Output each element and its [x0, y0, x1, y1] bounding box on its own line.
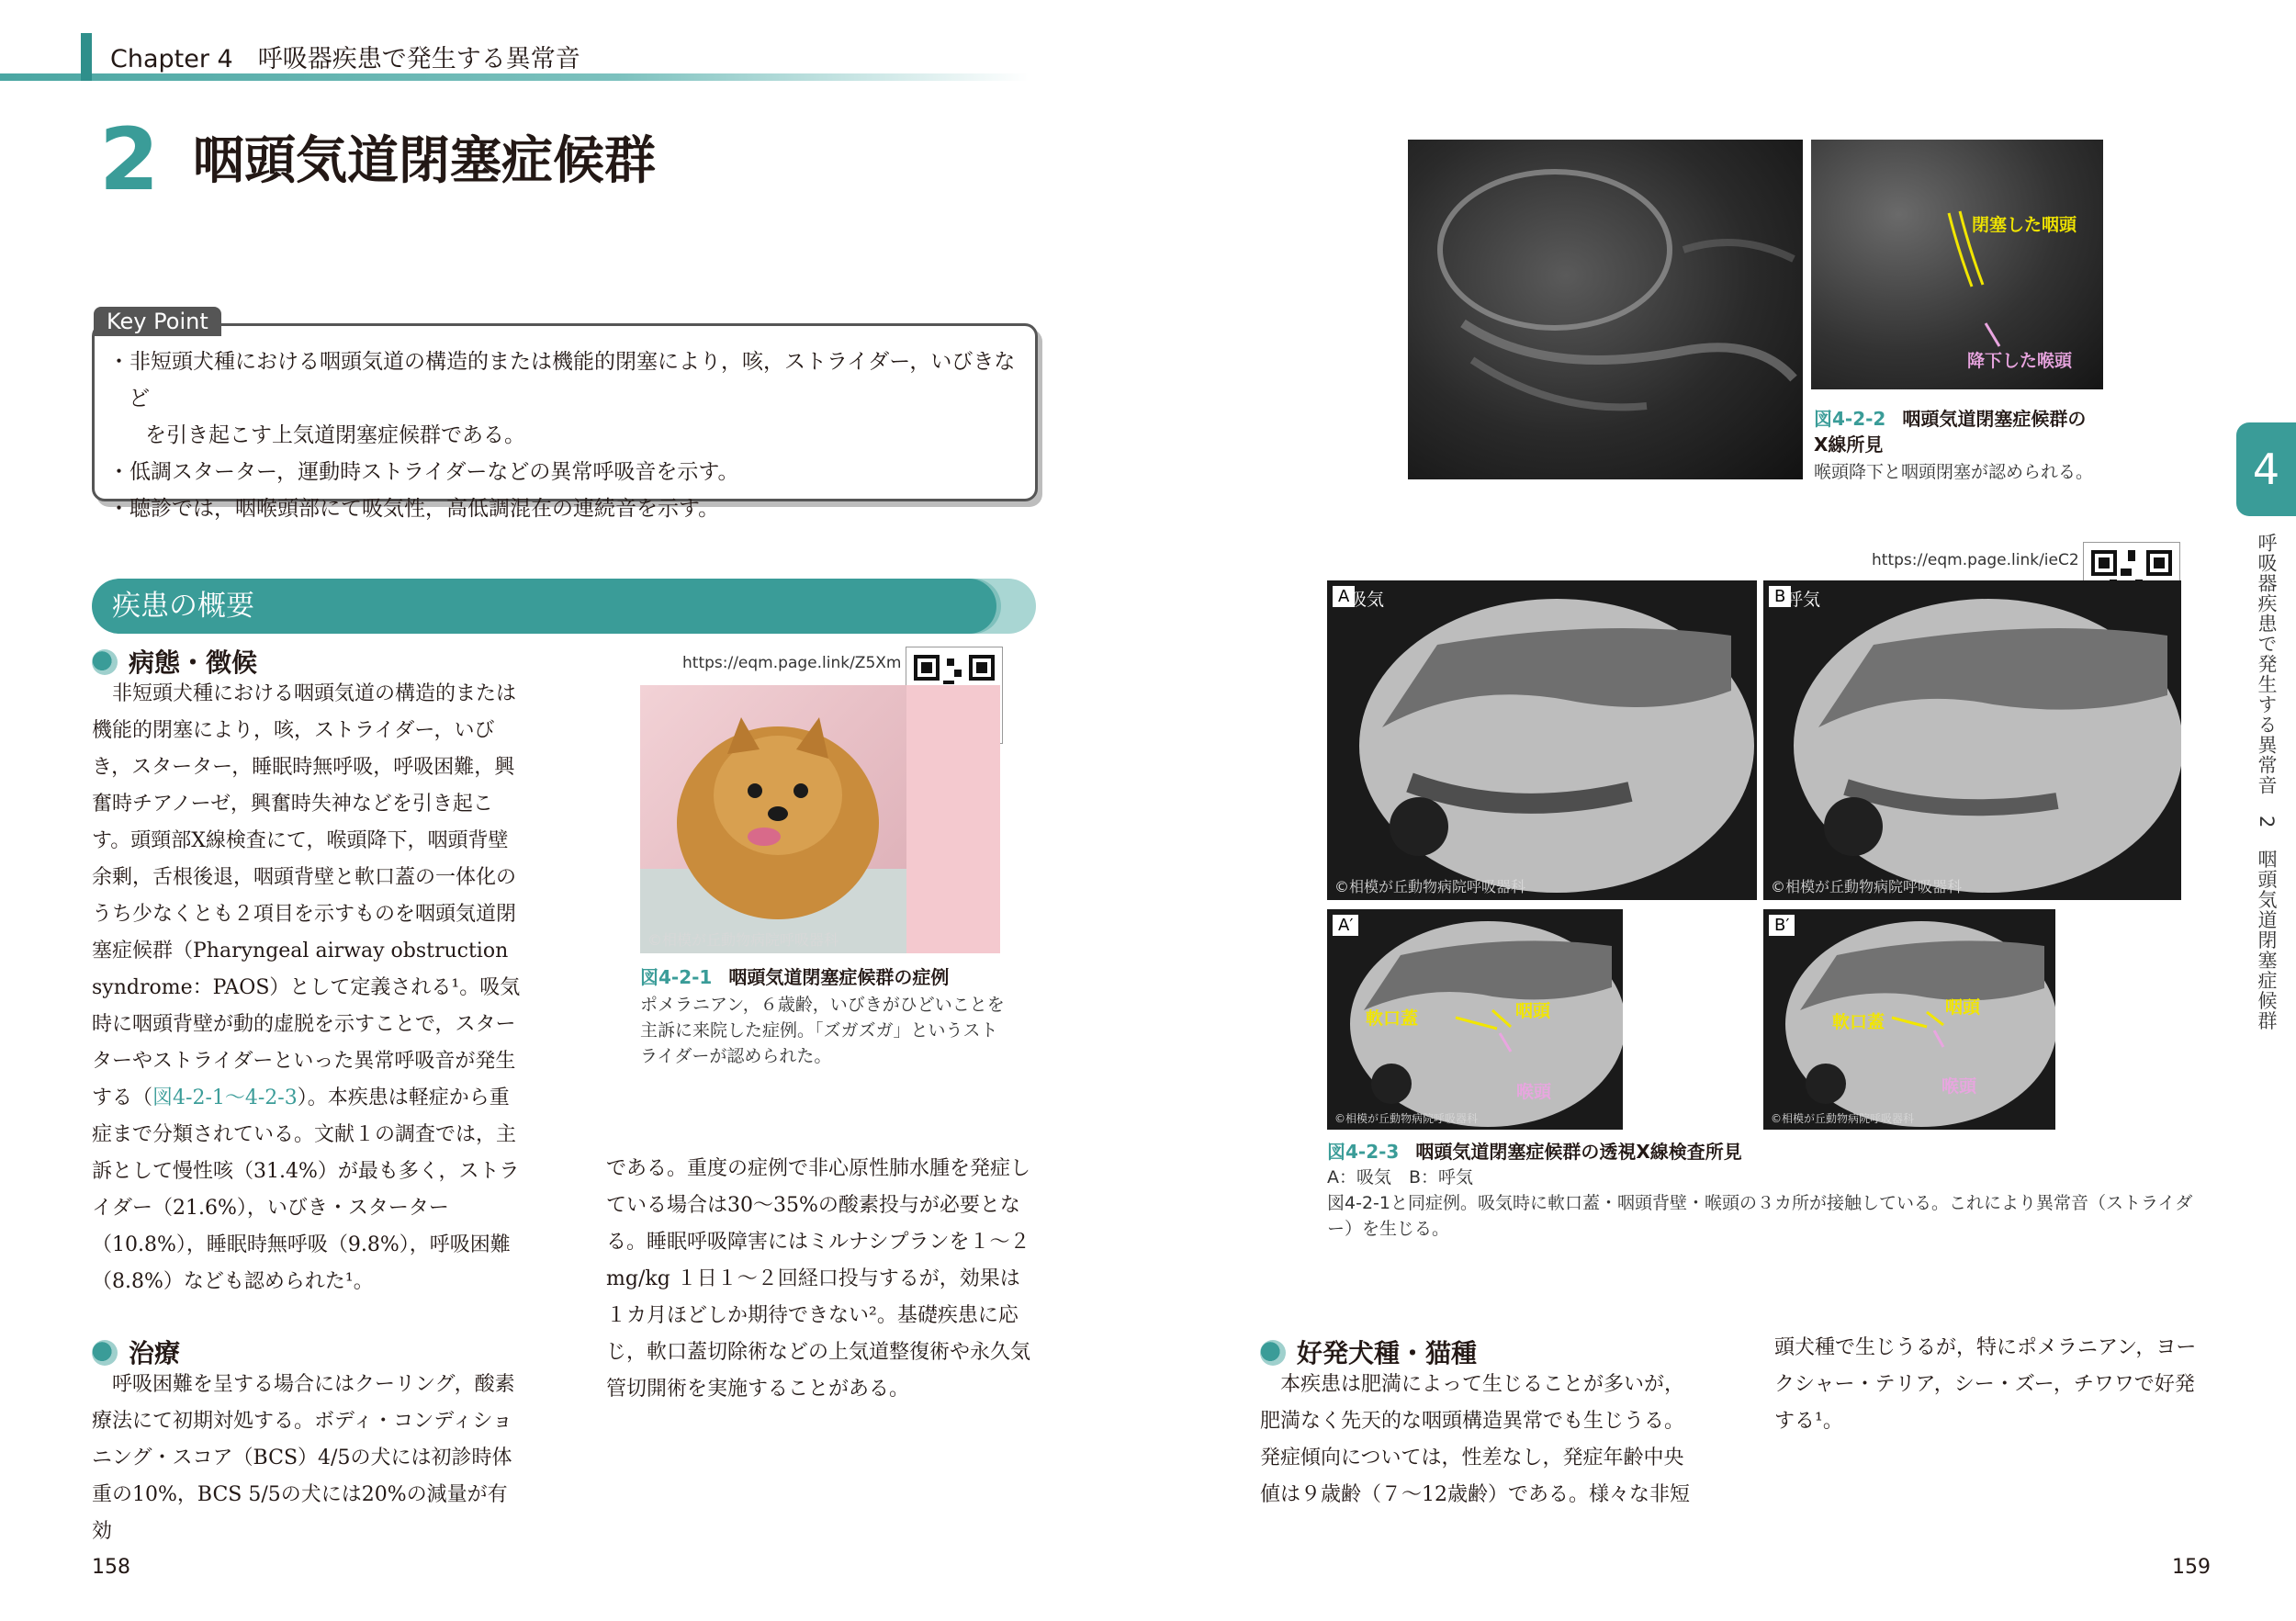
figure-url[interactable]: https://eqm.page.link/Z5Xm [682, 654, 902, 672]
label-soft-palate: 軟口蓋 [1366, 1008, 1419, 1029]
panel-tag: B [1769, 586, 1791, 607]
label-obstructed-pharynx: 閉塞した咽頭 [1972, 215, 2077, 235]
figure-caption: 図4-2-1と同症例。吸気時に軟口蓋・咽頭背壁・喉頭の３カ所が接触している。これにより異常音（ストライダー）を生じる。 [1327, 1193, 2193, 1239]
panel-name: 吸気 [1349, 590, 1385, 610]
photo-credit: ©相模が丘動物病院呼吸器科 [1771, 878, 1963, 895]
section-title: 咽頭気道閉塞症候群 [193, 131, 656, 191]
chapter-header-marker [81, 33, 92, 81]
figure-caption: 喉頭降下と咽頭閉塞が認められる。 [1814, 462, 2094, 482]
photo-credit: ©相模が丘動物病院呼吸器科 [1334, 1112, 1479, 1125]
key-point-label: Key Point [94, 307, 221, 336]
figure-number: 図4-2-2 [1814, 408, 1886, 430]
xray-skull-image [1408, 140, 1803, 479]
figure-title-text: 咽頭気道閉塞症候群の [1902, 408, 2087, 430]
subhead-predisposed-breeds [1260, 1334, 1477, 1370]
figure-title-text: X線所見 [1814, 433, 1884, 456]
subhead-label: 治療 [129, 1338, 181, 1368]
photo-credit: ©相模が丘動物病院呼吸器科 [1771, 1112, 1915, 1125]
figure-title [640, 964, 1026, 990]
paragraph: 非短頭犬種における咽頭気道の構造的または機能的閉塞により，咳，ストライダー，いびき，スターター，睡眠時無呼吸，呼吸困難，興奮時チアノーゼ，興奮時失神などを引き起こす。頭頸部X線検査にて，喉頭降下，咽頭背壁余剰，舌根後退，咽頭背壁と軟口蓋の一体化のうち少なくとも２項目を示すものを咽頭気道閉塞症候群（Pharyngeal airway obstruction syndrome：PAOS）として定義される¹。吸気時に咽頭背壁が動的虚脱を示すことで，スターターやストライダーといった異常呼吸音が発生する（ [92, 682, 521, 1109]
panel-tag: B′ [1769, 915, 1795, 936]
key-point-item: ・低調スターター，運動時ストライダーなどの異常呼吸音を示す。 [108, 460, 739, 484]
figure-title-text: 咽頭気道閉塞症候群の症例 [728, 966, 950, 988]
label-descended-larynx: 降下した喉頭 [1967, 351, 2073, 371]
page-number-left: 158 [92, 1556, 130, 1579]
body-text-right-2 [1774, 1330, 2206, 1440]
key-point-item: ・非短頭犬種における咽頭気道の構造的または機能的閉塞により，咳，ストライダー，いびきなど [108, 350, 1016, 411]
paragraph: である。重度の症例で非心原性肺水腫を発症している場合は30～35%の酸素投与が必要となる。睡眠呼吸障害にはミルナシプランを１～２mg/kg １日１～２回経口投与するが，効果は１カ月ほどしか期待できない²。基礎疾患に応じ，軟口蓋切除術などの上気道整復術や永久気管切開術を実施することがある。 [606, 1157, 1031, 1401]
label-soft-palate: 軟口蓋 [1832, 1012, 1885, 1032]
subhead-label: 病態・徴候 [129, 647, 258, 678]
bullet-icon [1260, 1340, 1286, 1366]
label-larynx: 喉頭 [1516, 1082, 1552, 1102]
fluoro-panel-a [1327, 580, 1757, 900]
body-text-middle [606, 1151, 1038, 1408]
chapter-header-bar [0, 73, 1029, 81]
label-larynx: 喉頭 [1941, 1076, 1977, 1097]
label-pharynx: 咽頭 [1515, 1001, 1551, 1021]
figure-title [1327, 1139, 2200, 1165]
label-pharynx: 咽頭 [1945, 997, 1981, 1018]
fluoro-panel-a-prime [1327, 909, 1623, 1130]
figure-reference: 図4-2-1～4-2-3 [152, 1086, 298, 1109]
subhead-treatment [92, 1334, 180, 1370]
body-text-treatment [92, 1367, 523, 1550]
paragraph: ）。本疾患は軽症から重症まで分類されている。文献１の調査では，主訴として慢性咳（31.4%）が最も多く，ストライダー（21.6%），いびき・スターター（10.8%），睡眠時無呼吸（9.8%），呼吸困難（8.8%）なども認められた¹。 [92, 1086, 520, 1293]
fluoro-panel-b-prime [1763, 909, 2055, 1130]
panel-tag: A [1333, 586, 1355, 607]
body-text-left [92, 676, 523, 1300]
panel-name: 呼気 [1785, 590, 1821, 610]
section-number: 2 [99, 110, 160, 210]
xray-pharynx-image [1811, 140, 2103, 389]
photo-credit: ©相模が丘動物病院呼吸器科 [1334, 878, 1526, 895]
figure-legend: A：吸気 B：呼気 [1327, 1167, 1474, 1188]
bullet-icon [92, 1340, 118, 1366]
paragraph: 呼吸困難を呈する場合にはクーリング，酸素療法にて初期対処する。ボディ・コンディショニング・スコア（BCS）4/5の犬には初診時体重の10%，BCS 5/5の犬には20%の減量が有効 [92, 1373, 515, 1543]
photo-credit: ©相模が丘動物病院呼吸器科 [647, 931, 839, 949]
figure-url[interactable]: https://eqm.page.link/ieC2 [1872, 551, 2079, 569]
bullet-icon [92, 649, 118, 675]
panel-tag: A′ [1333, 915, 1358, 936]
figure-title-text: 咽頭気道閉塞症候群の透視X線検査所見 [1415, 1141, 1742, 1163]
figure-title [1814, 406, 2108, 457]
chapter-side-tab[interactable]: 4 [2236, 422, 2296, 516]
subhead-pathology [92, 643, 257, 680]
fluoro-panel-b [1763, 580, 2181, 900]
page-number-right: 159 [2172, 1556, 2211, 1579]
figure-number: 図4-2-1 [640, 966, 713, 988]
figure-caption: ポメラニアン，６歳齢，いびきがひどいことを主訴に来院した症例。「ズガズガ」というストライダーが認められた。 [640, 995, 1005, 1066]
body-text-right [1260, 1367, 1692, 1514]
dog-photo [640, 685, 1000, 953]
key-point-item: ・聴診では，咽喉頭部にて吸気性，高低調混在の連続音を示す。 [108, 497, 720, 521]
side-running-title: 呼吸器疾患で発生する異常音 2 咽頭気道閉塞症候群 [2256, 533, 2278, 1031]
figure-number: 図4-2-3 [1327, 1141, 1400, 1163]
key-point-list [108, 343, 1027, 527]
section-band-title: 疾患の概要 [92, 579, 996, 634]
paragraph: 本疾患は肥満によって生じることが多いが，肥満なく先天的な咽頭構造異常でも生じうる。発症傾向については，性差なし，発症年齢中央値は９歳齢（７～12歳齢）である。様々な非短 [1260, 1373, 1690, 1506]
chapter-title: Chapter 4 呼吸器疾患で発生する異常音 [110, 45, 580, 73]
paragraph: 頭犬種で生じうるが，特にポメラニアン，ヨークシャー・テリア，シー・ズー，チワワで好発する¹。 [1774, 1336, 2197, 1433]
key-point-item: を引き起こす上気道閉塞症候群である。 [145, 423, 525, 447]
subhead-label: 好発犬種・猫種 [1297, 1338, 1478, 1368]
